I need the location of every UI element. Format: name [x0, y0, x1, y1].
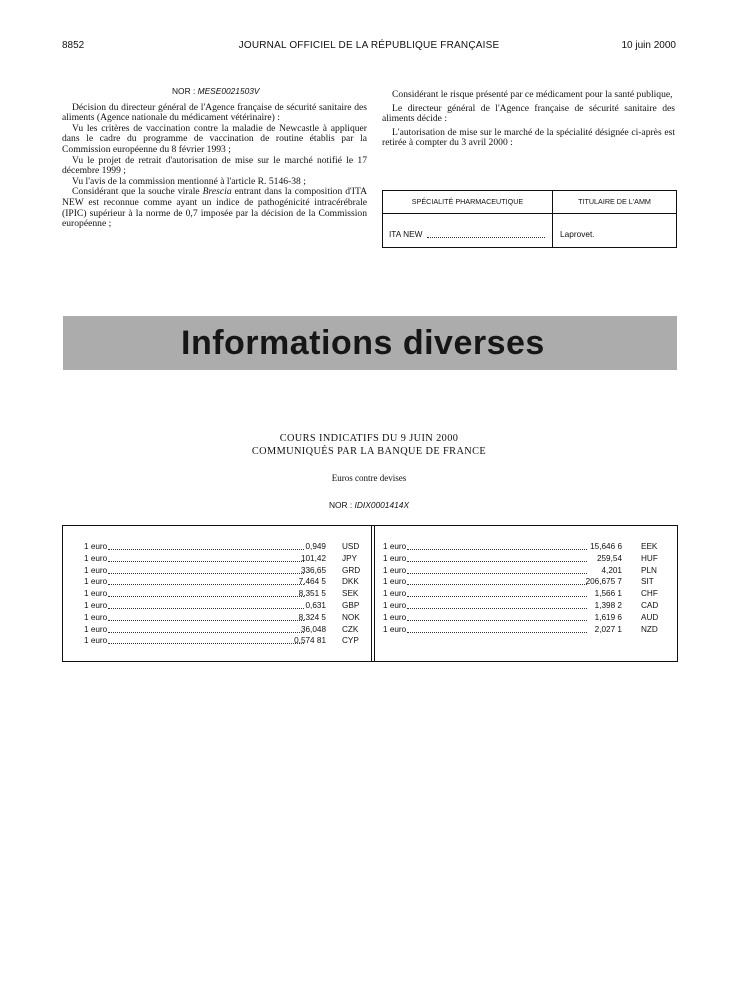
rates-nor-label: NOR : — [328, 500, 353, 510]
rate-label: 1 euro — [383, 624, 407, 634]
exchange-rates-table — [62, 525, 678, 662]
rates-subtitle: Euros contre devises — [331, 473, 407, 483]
rate-leader-dots — [108, 608, 304, 609]
rate-row — [84, 600, 364, 612]
table-header-specialite: SPÉCIALITÉ PHARMACEUTIQUE — [383, 191, 552, 214]
rate-row — [383, 553, 663, 565]
rate-currency: GRD — [342, 565, 361, 575]
rate-label: 1 euro — [84, 600, 108, 610]
decision-paragraph: Vu l'avis de la commission mentionné à l'article R. 5146-38 ; — [72, 175, 306, 187]
rate-leader-dots — [407, 549, 587, 550]
rate-row — [383, 612, 663, 624]
rate-currency: AUD — [641, 612, 659, 622]
rates-divider — [371, 526, 372, 661]
rate-currency: HUF — [641, 553, 658, 563]
rate-currency: PLN — [641, 565, 657, 575]
decision-left-column — [62, 86, 367, 230]
rate-label: 1 euro — [84, 612, 108, 622]
rate-label: 1 euro — [383, 612, 407, 622]
rates-nor-code: IDIX0001414X — [354, 500, 410, 510]
rate-value: 336,65 — [300, 565, 326, 575]
rate-leader-dots — [108, 643, 304, 644]
rate-leader-dots — [108, 632, 304, 633]
decision-right-column — [382, 90, 675, 149]
page-number: 8852 — [62, 40, 85, 51]
rate-label: 1 euro — [383, 565, 407, 575]
rate-currency: EEK — [641, 542, 658, 551]
rate-value: 0,574 81 — [294, 636, 326, 646]
rate-row — [84, 612, 364, 624]
rates-title — [62, 433, 676, 458]
rate-row — [84, 565, 364, 577]
rate-leader-dots — [407, 561, 587, 562]
rate-label: 1 euro — [84, 636, 108, 646]
rate-row — [84, 541, 364, 553]
rate-row — [383, 576, 663, 588]
rate-leader-dots — [407, 573, 587, 574]
rate-row — [84, 553, 364, 565]
rate-label: 1 euro — [84, 542, 108, 551]
table-row-specialite — [389, 229, 423, 239]
rate-leader-dots — [407, 596, 587, 597]
rate-currency: CZK — [342, 624, 359, 634]
decision-paragraph: Vu les critères de vaccination contre la maladie de Newcastle à appliquer dans le cadre du programme de vaccination de routine établis par la Commission européenne du 8 février 1993 ; — [62, 122, 367, 155]
rate-label: 1 euro — [84, 577, 108, 587]
rate-currency: SEK — [342, 589, 359, 599]
rate-value: 259,54 — [596, 553, 622, 563]
rate-leader-dots — [108, 573, 304, 574]
table-header-titulaire: TITULAIRE DE L'AMM — [553, 191, 676, 214]
rate-currency: JPY — [342, 553, 358, 563]
rates-divider — [374, 526, 375, 661]
rate-leader-dots — [108, 549, 304, 550]
decision-nor — [172, 86, 367, 97]
rate-row — [383, 600, 663, 612]
rate-value: 101,42 — [300, 553, 326, 563]
decision-paragraph: Vu le projet de retrait d'autorisation de mise sur le marché notifié le 17 décembre 1999 ; — [62, 154, 367, 177]
rate-value: 36,048 — [300, 624, 326, 634]
rate-label: 1 euro — [84, 589, 108, 599]
rate-leader-dots — [407, 608, 587, 609]
rate-leader-dots — [407, 620, 587, 621]
rate-label: 1 euro — [383, 589, 407, 599]
specialite-name: ITA NEW — [389, 229, 423, 239]
rate-value: 15,646 6 — [590, 542, 622, 551]
rate-currency: CYP — [342, 636, 359, 646]
rate-label: 1 euro — [383, 577, 407, 587]
rate-value: 7,464 5 — [298, 577, 326, 587]
section-banner — [63, 316, 677, 370]
rate-value: 0,949 — [305, 542, 326, 551]
rate-label: 1 euro — [84, 553, 108, 563]
rate-label: 1 euro — [84, 624, 108, 634]
rate-row — [84, 588, 364, 600]
rate-currency: CHF — [641, 589, 658, 599]
rate-currency: NOK — [342, 612, 360, 622]
rates-nor — [62, 500, 676, 510]
rate-row — [84, 635, 364, 647]
rate-row — [383, 565, 663, 577]
rate-row — [383, 541, 663, 553]
table-leader-dots — [427, 237, 545, 238]
rate-leader-dots — [407, 632, 587, 633]
rate-value: 2,027 1 — [594, 624, 622, 634]
journal-title: JOURNAL OFFICIEL DE LA RÉPUBLIQUE FRANÇAISE — [238, 40, 500, 51]
rate-value: 1,619 6 — [594, 612, 622, 622]
section-banner-title: Informations diverses — [181, 324, 545, 362]
rate-value: 1,398 2 — [594, 600, 622, 610]
rate-row — [383, 624, 663, 636]
rate-leader-dots — [108, 584, 304, 585]
decision-paragraph: Décision du directeur général de l'Agence française de sécurité sanitaire des aliments (Agence nationale du médicament vétérinaire) : — [62, 101, 367, 124]
rates-list-left — [84, 541, 364, 647]
rates-list-right — [383, 541, 663, 635]
rate-value: 8,324 5 — [298, 612, 326, 622]
table-row-titulaire: Laprovet. — [560, 229, 595, 239]
decision-nor-code: MESE0021503V — [197, 86, 260, 96]
decision-nor-label: NOR : — [172, 86, 196, 96]
brescia-before: Considérant que la souche virale — [72, 186, 200, 198]
decision-paragraph-brescia — [62, 187, 367, 229]
rate-row — [383, 588, 663, 600]
rate-label: 1 euro — [383, 542, 407, 551]
rate-leader-dots — [407, 584, 587, 585]
rate-leader-dots — [108, 561, 304, 562]
rate-currency: NZD — [641, 624, 658, 634]
rate-row — [84, 576, 364, 588]
issue-date: 10 juin 2000 — [621, 40, 676, 51]
rate-currency: USD — [342, 542, 360, 551]
rate-value: 4,201 — [601, 565, 622, 575]
rates-title-line1: COURS INDICATIFS DU 9 JUIN 2000 — [279, 433, 459, 444]
rate-label: 1 euro — [383, 600, 407, 610]
amm-withdrawal-table — [382, 190, 677, 248]
rate-leader-dots — [108, 620, 304, 621]
page-header — [62, 40, 676, 54]
rate-currency: CAD — [641, 600, 659, 610]
brescia-after: entrant dans la composition d'ITA NEW est reconnue comme ayant un indice de pathogénicité intracérébrale (IPIC) supérieur à la norme de 0,7 imposée par la décision de la Commission européenne ; — [62, 186, 367, 230]
rate-value: 0,631 — [305, 600, 326, 610]
rate-currency: SIT — [641, 577, 654, 587]
decision-paragraph: Le directeur général de l'Agence française de sécurité sanitaire des aliments décide : — [382, 102, 675, 125]
decision-paragraph: Considérant le risque présenté par ce médicament pour la santé publique, — [392, 89, 673, 100]
rates-title-line2: COMMUNIQUÉS PAR LA BANQUE DE FRANCE — [251, 445, 487, 457]
rate-leader-dots — [108, 596, 304, 597]
rate-value: 206,675 7 — [585, 577, 622, 587]
rate-label: 1 euro — [383, 553, 407, 563]
rate-value: 8,351 5 — [298, 589, 326, 599]
rate-currency: DKK — [342, 577, 359, 587]
rate-currency: GBP — [342, 600, 360, 610]
brescia-strain: Brescia — [202, 186, 232, 198]
rate-row — [84, 624, 364, 636]
decision-paragraph: L'autorisation de mise sur le marché de la spécialité désignée ci-après est retirée à compter du 3 avril 2000 : — [382, 126, 675, 149]
rate-label: 1 euro — [84, 565, 108, 575]
table-column-divider — [552, 191, 553, 247]
rate-value: 1,566 1 — [594, 589, 622, 599]
